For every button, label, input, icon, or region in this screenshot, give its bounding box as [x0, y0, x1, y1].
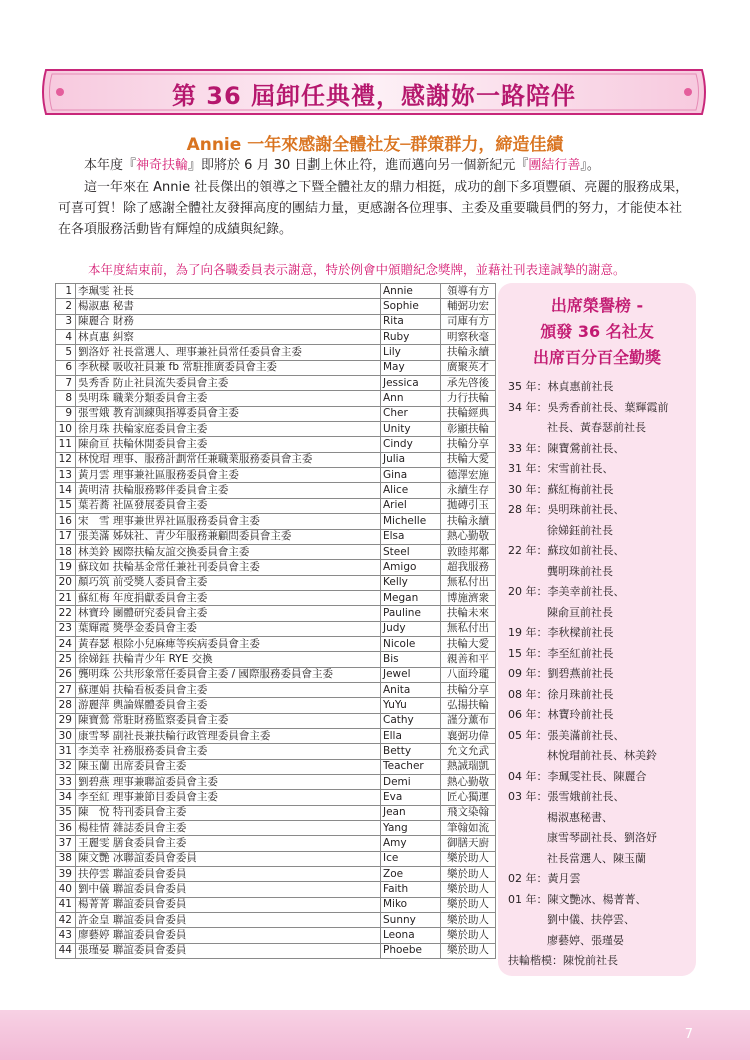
cell-en: Judy — [381, 621, 441, 636]
honor-line: 35 年：林貞惠前社長 — [508, 380, 614, 393]
cell-en: Alice — [381, 483, 441, 498]
cell-phrase: 無私付出 — [441, 621, 496, 636]
cell-name: 宋 雪 理事兼世界社區服務委員會主委 — [76, 514, 381, 529]
cell-en: Ariel — [381, 498, 441, 513]
cell-name: 吳秀香 防止社員流失委員會主委 — [76, 376, 381, 391]
honor-line: 31 年：宋雪前社長、 — [508, 462, 614, 475]
highlight-theme-1: 神奇扶輪 — [136, 158, 189, 173]
table-row — [56, 621, 496, 636]
honor-line: 劉中儀、扶停雲、 — [547, 913, 635, 926]
cell-no: 7 — [56, 376, 76, 391]
cell-no: 19 — [56, 560, 76, 575]
honor-line: 楊淑惠秘書、 — [547, 810, 613, 824]
cell-phrase: 飛文染翰 — [441, 805, 496, 820]
honor-line: 20 年：李美幸前社長、 — [508, 585, 625, 598]
cell-phrase: 熱誠瑞凱 — [441, 759, 496, 774]
cell-phrase: 熱心勤敬 — [441, 775, 496, 790]
cell-no: 24 — [56, 636, 76, 651]
cell-en: Cathy — [381, 713, 441, 728]
table-row — [56, 422, 496, 437]
cell-en: Anita — [381, 682, 441, 697]
table-row — [56, 805, 496, 820]
cell-name: 顏巧筑 前受獎人委員會主委 — [76, 575, 381, 590]
cell-en: Elsa — [381, 529, 441, 544]
cell-no: 11 — [56, 437, 76, 452]
cell-no: 43 — [56, 928, 76, 943]
table-row — [56, 406, 496, 421]
cell-name: 廖藝婷 聯誼委員會委員 — [76, 928, 381, 943]
honor-line: 30 年：蘇紅梅前社長 — [508, 482, 614, 496]
table-row — [56, 299, 496, 314]
honor-line: 03 年：張雪娥前社長、 — [508, 790, 625, 803]
cell-phrase: 御膳天廚 — [441, 836, 496, 851]
cell-name: 徐月珠 扶輪家庭委員會主委 — [76, 422, 381, 437]
cell-name: 楊菁菁 聯誼委員會委員 — [76, 897, 381, 912]
honor-line: 05 年：張美滿前社長、 — [508, 728, 625, 742]
cell-en: Lily — [381, 345, 441, 360]
cell-name: 李珮雯 社長 — [76, 284, 381, 299]
title-banner — [38, 67, 710, 117]
honor-line: 06 年：林寶玲前社長 — [508, 708, 614, 721]
cell-name: 林悅瑁 理事、服務計劃常任兼職業服務委員會主委 — [76, 452, 381, 467]
cell-phrase: 八面玲瓏 — [441, 667, 496, 682]
cell-en: Zoe — [381, 867, 441, 882]
honor-title: 出席榮譽榜 - 頒發 36 名社友 出席百分百全勤獎 — [532, 296, 661, 367]
cell-name: 黃明清 扶輪服務夥伴委員會主委 — [76, 483, 381, 498]
cell-en: Leona — [381, 928, 441, 943]
table-row — [56, 698, 496, 713]
cell-no: 10 — [56, 422, 76, 437]
cell-en: Bis — [381, 652, 441, 667]
cell-en: Kelly — [381, 575, 441, 590]
cell-phrase: 司庫有方 — [441, 314, 496, 329]
table-row — [56, 744, 496, 759]
cell-no: 20 — [56, 575, 76, 590]
cell-en: Phoebe — [381, 943, 441, 958]
cell-en: Sunny — [381, 913, 441, 928]
table-row — [56, 913, 496, 928]
table-row — [56, 897, 496, 912]
cell-phrase: 扶輪經典 — [441, 406, 496, 421]
cell-phrase: 扶輪永續 — [441, 514, 496, 529]
cell-no: 12 — [56, 452, 76, 467]
cell-no: 33 — [56, 775, 76, 790]
cell-no: 9 — [56, 406, 76, 421]
page-title: 第 36 屆卸任典禮，感謝妳一路陪伴 — [171, 82, 577, 110]
honor-line: 社長當選人、陳玉蘭 — [547, 851, 646, 865]
honor-line: 社長、黃春瑟前社長 — [547, 421, 646, 434]
cell-name: 張雪娥 教育訓練與指導委員會主委 — [76, 406, 381, 421]
cell-name: 游麗萍 輿論媒體委員會主委 — [76, 698, 381, 713]
cell-phrase: 廣聚英才 — [441, 360, 496, 375]
cell-no: 18 — [56, 544, 76, 559]
table-row — [56, 775, 496, 790]
cell-phrase: 永續生存 — [441, 483, 496, 498]
table-row — [56, 928, 496, 943]
cell-name: 林寶玲 團體研究委員會主委 — [76, 606, 381, 621]
cell-no: 39 — [56, 867, 76, 882]
honor-list — [508, 377, 694, 972]
cell-phrase: 拋磚引玉 — [441, 498, 496, 513]
table-row — [56, 452, 496, 467]
cell-name: 蘇運娟 扶輪看板委員會主委 — [76, 682, 381, 697]
cell-phrase: 扶輪未來 — [441, 606, 496, 621]
cell-en: Jean — [381, 805, 441, 820]
honor-line: 林悅瑁前社長、林美鈴 — [547, 749, 657, 762]
cell-en: YuYu — [381, 698, 441, 713]
cell-no: 41 — [56, 897, 76, 912]
table-row — [56, 560, 496, 575]
cell-phrase: 敦睦邦鄰 — [441, 544, 496, 559]
cell-no: 31 — [56, 744, 76, 759]
cell-en: Pauline — [381, 606, 441, 621]
cell-name: 張美滿 姊妹社、青少年服務兼顧問委員會主委 — [76, 529, 381, 544]
cell-no: 13 — [56, 468, 76, 483]
cell-phrase: 承先啓後 — [441, 376, 496, 391]
cell-en: Cher — [381, 406, 441, 421]
cell-phrase: 力行扶輪 — [441, 391, 496, 406]
honor-line: 01 年：陳文艷冰、楊菁菁、 — [508, 892, 647, 906]
cell-phrase: 彰顯扶輪 — [441, 422, 496, 437]
cell-no: 22 — [56, 606, 76, 621]
cell-en: Ruby — [381, 330, 441, 345]
table-row — [56, 498, 496, 513]
cell-no: 2 — [56, 299, 76, 314]
table-row — [56, 575, 496, 590]
table-row — [56, 514, 496, 529]
table-row — [56, 590, 496, 605]
cell-phrase: 樂於助人 — [441, 943, 496, 958]
cell-no: 26 — [56, 667, 76, 682]
cell-phrase: 允文允武 — [441, 744, 496, 759]
table-row — [56, 851, 496, 866]
cell-no: 44 — [56, 943, 76, 958]
cell-phrase: 超我服務 — [441, 560, 496, 575]
cell-no: 32 — [56, 759, 76, 774]
honor-line: 康雪琴副社長、劉洛妤 — [547, 831, 657, 844]
cell-no: 3 — [56, 314, 76, 329]
table-row — [56, 867, 496, 882]
honor-line: 徐娣鈺前社長 — [547, 523, 613, 537]
table-row — [56, 468, 496, 483]
cell-no: 4 — [56, 330, 76, 345]
cell-name: 李美幸 社務服務委員會主委 — [76, 744, 381, 759]
cell-name: 黃月雲 理事兼社區服務委員會主委 — [76, 468, 381, 483]
table-row — [56, 943, 496, 958]
cell-en: Amy — [381, 836, 441, 851]
cell-en: Unity — [381, 422, 441, 437]
honor-line: 02 年：黃月雲 — [508, 872, 581, 885]
cell-phrase: 樂於助人 — [441, 882, 496, 897]
cell-en: Jewel — [381, 667, 441, 682]
honor-line: 28 年：吳明珠前社長、 — [508, 503, 625, 516]
cell-name: 楊桂情 雜誌委員會主委 — [76, 821, 381, 836]
cell-name: 李至紅 理事兼節目委員會主委 — [76, 790, 381, 805]
cell-en: Eva — [381, 790, 441, 805]
cell-no: 5 — [56, 345, 76, 360]
table-row — [56, 284, 496, 299]
page-number: 7 — [684, 1027, 693, 1042]
intro-paragraph-1: 本年度『神奇扶輪』即將於 6 月 30 日劃上休止符，進而邁向另一個新紀元『團結行善』。 — [84, 158, 600, 173]
honor-line: 04 年：李珮雯社長、陳麗合 — [508, 769, 647, 783]
table-row — [56, 345, 496, 360]
cell-phrase: 樂於助人 — [441, 867, 496, 882]
cell-no: 14 — [56, 483, 76, 498]
cell-name: 楊淑惠 秘書 — [76, 299, 381, 314]
highlight-theme-2: 團結行善 — [528, 158, 581, 173]
cell-name: 蘇紅梅 年度捐獻委員會主委 — [76, 590, 381, 605]
cell-no: 17 — [56, 529, 76, 544]
cell-phrase: 德澤宏施 — [441, 468, 496, 483]
cell-en: Nicole — [381, 636, 441, 651]
cell-name: 徐娣鈺 扶輪青少年 RYE 交換 — [76, 652, 381, 667]
table-row — [56, 636, 496, 651]
cell-no: 34 — [56, 790, 76, 805]
cell-en: Yang — [381, 821, 441, 836]
cell-phrase: 親善和平 — [441, 652, 496, 667]
table-row — [56, 728, 496, 743]
cell-name: 劉中儀 聯誼委員會委員 — [76, 882, 381, 897]
cell-phrase: 樂於助人 — [441, 897, 496, 912]
table-row — [56, 667, 496, 682]
cell-phrase: 扶輪大愛 — [441, 452, 496, 467]
cell-no: 1 — [56, 284, 76, 299]
bottom-band — [0, 1010, 750, 1060]
cell-phrase: 領導有方 — [441, 284, 496, 299]
cell-phrase: 樂於助人 — [441, 851, 496, 866]
table-row — [56, 360, 496, 375]
cell-phrase: 扶輪分享 — [441, 682, 496, 697]
cell-name: 許金皇 聯誼委員會委員 — [76, 913, 381, 928]
cell-phrase: 匠心獨運 — [441, 790, 496, 805]
honor-line: 陳俞亘前社長 — [547, 605, 613, 619]
cell-no: 28 — [56, 698, 76, 713]
cell-no: 30 — [56, 728, 76, 743]
cell-phrase: 明察秋毫 — [441, 330, 496, 345]
cell-en: Rita — [381, 314, 441, 329]
cell-name: 陳 悅 特刊委員會主委 — [76, 805, 381, 820]
cell-no: 35 — [56, 805, 76, 820]
table-row — [56, 437, 496, 452]
cell-no: 8 — [56, 391, 76, 406]
cell-phrase: 襄弼功偉 — [441, 728, 496, 743]
cell-phrase: 樂於助人 — [441, 913, 496, 928]
cell-phrase: 熱心勤敬 — [441, 529, 496, 544]
cell-name: 林貞惠 糾察 — [76, 330, 381, 345]
table-row — [56, 713, 496, 728]
table-row — [56, 882, 496, 897]
cell-phrase: 扶輪大愛 — [441, 636, 496, 651]
cell-en: Ice — [381, 851, 441, 866]
table-row — [56, 314, 496, 329]
cell-en: May — [381, 360, 441, 375]
cell-phrase: 筆翰如流 — [441, 821, 496, 836]
cell-name: 黃春瑟 根除小兒麻痺等疾病委員會主委 — [76, 636, 381, 651]
cell-en: Ann — [381, 391, 441, 406]
cell-no: 6 — [56, 360, 76, 375]
cell-name: 蘇玟如 扶輪基金常任兼社刊委員會主委 — [76, 560, 381, 575]
cell-en: Ella — [381, 728, 441, 743]
cell-name: 李秋樑 吸收社員兼 fb 常駐推廣委員會主委 — [76, 360, 381, 375]
cell-en: Sophie — [381, 299, 441, 314]
cell-no: 36 — [56, 821, 76, 836]
cell-no: 16 — [56, 514, 76, 529]
cell-en: Miko — [381, 897, 441, 912]
cell-phrase: 謹分薰布 — [441, 713, 496, 728]
cell-phrase: 輔弼功宏 — [441, 299, 496, 314]
honor-line: 15 年：李至紅前社長 — [508, 646, 614, 660]
award-table — [55, 283, 496, 959]
table-row — [56, 529, 496, 544]
cell-phrase: 弘揚扶輪 — [441, 698, 496, 713]
honor-line: 19 年：李秋樑前社長 — [508, 626, 614, 639]
table-row — [56, 836, 496, 851]
cell-phrase: 無私付出 — [441, 575, 496, 590]
table-row — [56, 376, 496, 391]
table-row — [56, 483, 496, 498]
table-row — [56, 759, 496, 774]
table-row — [56, 682, 496, 697]
cell-en: Jessica — [381, 376, 441, 391]
cell-name: 劉碧燕 理事兼聯誼委員會主委 — [76, 775, 381, 790]
cell-name: 王麗雯 膳食委員會主委 — [76, 836, 381, 851]
honor-line: 龔明珠前社長 — [547, 564, 613, 578]
cell-no: 42 — [56, 913, 76, 928]
cell-en: Michelle — [381, 514, 441, 529]
cell-name: 陳麗合 財務 — [76, 314, 381, 329]
cell-en: Cindy — [381, 437, 441, 452]
cell-name: 陳寶鶯 常駐財務監察委員會主委 — [76, 713, 381, 728]
cell-no: 38 — [56, 851, 76, 866]
cell-en: Megan — [381, 590, 441, 605]
cell-en: Teacher — [381, 759, 441, 774]
cell-no: 29 — [56, 713, 76, 728]
table-row — [56, 330, 496, 345]
cell-phrase: 博施濟衆 — [441, 590, 496, 605]
cell-name: 林美鈴 國際扶輪友誼交換委員會主委 — [76, 544, 381, 559]
cell-phrase: 樂於助人 — [441, 928, 496, 943]
cell-name: 康雪琴 副社長兼扶輪行政管理委員會主委 — [76, 728, 381, 743]
honor-line: 09 年：劉碧燕前社長 — [508, 667, 614, 680]
cell-no: 23 — [56, 621, 76, 636]
cell-en: Annie — [381, 284, 441, 299]
cell-name: 吳明珠 職業分類委員會主委 — [76, 391, 381, 406]
honor-line: 08 年：徐月珠前社長 — [508, 687, 614, 701]
subtitle: Annie 一年來感謝全體社友─群策群力，締造佳績 — [186, 135, 564, 155]
cell-no: 15 — [56, 498, 76, 513]
cell-name: 陳玉蘭 出席委員會主委 — [76, 759, 381, 774]
cell-en: Steel — [381, 544, 441, 559]
cell-en: Demi — [381, 775, 441, 790]
table-row — [56, 544, 496, 559]
cell-no: 25 — [56, 652, 76, 667]
cell-en: Julia — [381, 452, 441, 467]
attendance-honor-box — [498, 283, 696, 976]
cell-name: 陳文艷 冰聯誼委員會委員 — [76, 851, 381, 866]
table-row — [56, 606, 496, 621]
cell-en: Betty — [381, 744, 441, 759]
cell-no: 37 — [56, 836, 76, 851]
table-row — [56, 391, 496, 406]
cell-en: Faith — [381, 882, 441, 897]
honor-line: 扶輪楷模：陳悅前社長 — [508, 954, 618, 967]
cell-en: Amigo — [381, 560, 441, 575]
intro-paragraph-2: 這一年來在 Annie 社長傑出的領導之下暨全體社友的鼎力相挺，成功的創下多項豐碩、亮麗的服務成果，可喜可賀！除了感謝全體社友發揮高度的團結力量，更感謝各位理事、主委及重要職員們的努力，才能使本社在各項服務活動皆有輝煌的成績與紀錄。 — [58, 180, 689, 237]
cell-en: Gina — [381, 468, 441, 483]
cell-no: 21 — [56, 590, 76, 605]
cell-phrase: 扶輪永續 — [441, 345, 496, 360]
honor-line: 廖藝婷、張瑾晏 — [547, 933, 624, 947]
notice-text: 本年度結束前，為了向各職委員表示謝意，特於例會中頒贈紀念獎牌，並藉社刊表達誠摯的謝意。 — [88, 262, 626, 277]
cell-name: 張瑾晏 聯誼委員會委員 — [76, 943, 381, 958]
honor-line: 22 年：蘇玟如前社長、 — [508, 544, 625, 557]
cell-name: 扶停雲 聯誼委員會委員 — [76, 867, 381, 882]
cell-no: 27 — [56, 682, 76, 697]
cell-phrase: 扶輪分享 — [441, 437, 496, 452]
cell-name: 劉洛妤 社長當選人、理事兼社員常任委員會主委 — [76, 345, 381, 360]
cell-name: 葉若蕎 社區發展委員會主委 — [76, 498, 381, 513]
honor-line: 33 年：陳寶鶯前社長、 — [508, 441, 625, 455]
table-row — [56, 790, 496, 805]
cell-no: 40 — [56, 882, 76, 897]
honor-line: 34 年：吳秀香前社長、葉輝霞前 — [508, 400, 669, 414]
cell-name: 陳俞亘 扶輪休閒委員會主委 — [76, 437, 381, 452]
cell-name: 龔明珠 公共形象常任委員會主委 / 國際服務委員會主委 — [76, 667, 381, 682]
table-row — [56, 652, 496, 667]
table-row — [56, 821, 496, 836]
cell-name: 葉輝霞 獎學金委員會主委 — [76, 621, 381, 636]
